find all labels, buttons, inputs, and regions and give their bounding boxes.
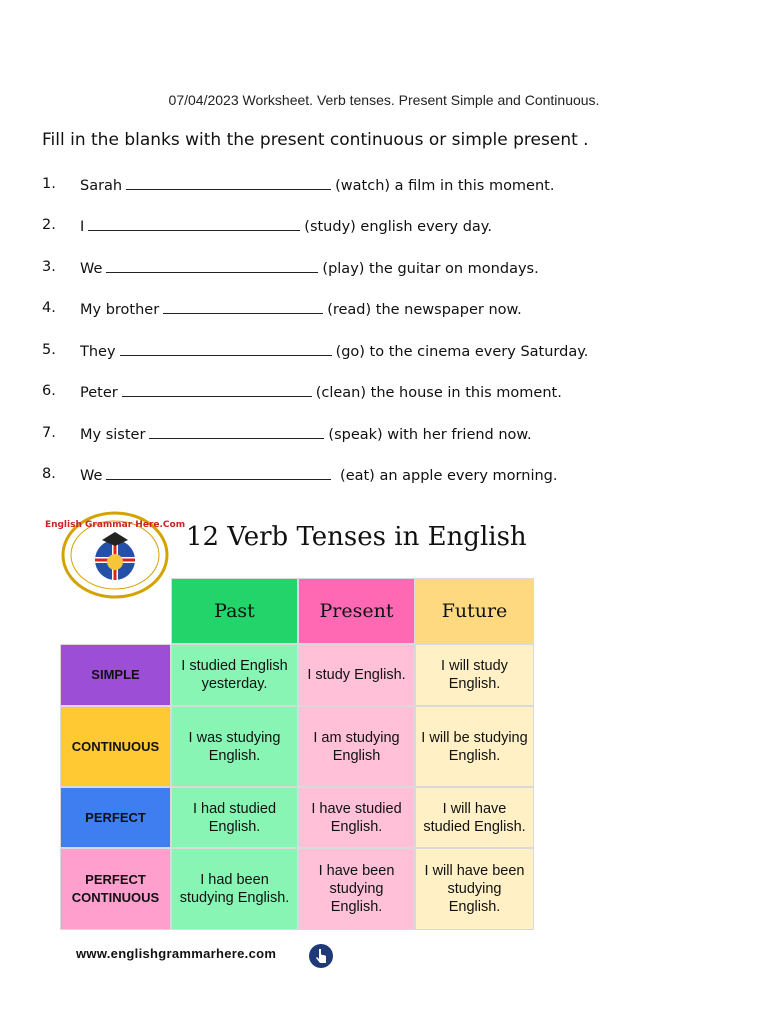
column-header: Future [415,578,534,644]
tense-example-cell: I was studying English. [171,706,298,787]
exercise-sentence [80,176,554,194]
row-header: PERFECT CONTINUOUS [60,848,171,930]
exercise-sentence [80,425,532,443]
exercise-subject: My brother [80,302,160,318]
answer-blank[interactable] [106,466,331,480]
exercise-number: 7. [42,425,56,441]
answer-blank[interactable] [122,383,312,397]
exercise-rest: (play) the guitar on mondays. [322,261,539,277]
exercise-number: 3. [42,259,56,275]
footer-url[interactable]: www.englishgrammarhere.com [76,946,277,961]
instruction-text: Fill in the blanks with the present continuous or simple present . [42,130,589,150]
exercise-item [42,259,662,283]
exercise-subject: I [80,219,85,235]
exercise-item [42,342,662,366]
tense-example-cell: I will have been studying English. [415,848,534,930]
exercise-rest: (eat) an apple every morning. [335,468,558,484]
exercise-sentence [80,466,557,484]
answer-blank[interactable] [149,425,324,439]
exercise-item [42,425,662,449]
tense-example-cell: I studied English yesterday. [171,644,298,706]
exercise-number: 4. [42,300,56,316]
chart-title: 12 Verb Tenses in English [186,522,527,552]
logo-text: English Grammar Here.Com [44,520,186,530]
row-header: PERFECT [60,787,171,848]
exercise-sentence [80,217,492,235]
pointer-hand-icon [308,943,334,969]
exercise-number: 8. [42,466,56,482]
answer-blank[interactable] [88,217,300,231]
exercise-sentence [80,300,522,318]
tense-example-cell: I had studied English. [171,787,298,848]
exercise-subject: My sister [80,427,146,443]
exercise-number: 1. [42,176,56,192]
exercise-subject: Sarah [80,178,123,194]
exercise-rest: (go) to the cinema every Saturday. [335,344,589,360]
verb-tenses-chart [44,508,536,976]
tense-example-cell: I have studied English. [298,787,415,848]
exercise-item [42,217,662,241]
exercise-rest: (watch) a film in this moment. [335,178,555,194]
exercise-rest: (clean) the house in this moment. [315,385,562,401]
answer-blank[interactable] [126,176,331,190]
english-grammar-here-logo [44,510,186,600]
worksheet-header: 07/04/2023 Worksheet. Verb tenses. Present Simple and Continuous. [168,92,600,108]
exercise-number: 5. [42,342,56,358]
answer-blank[interactable] [163,300,323,314]
tense-example-cell: I am studying English [298,706,415,787]
exercise-number: 6. [42,383,56,399]
answer-blank[interactable] [120,342,332,356]
row-header: CONTINUOUS [60,706,171,787]
exercise-sentence [80,383,562,401]
row-header: SIMPLE [60,644,171,706]
column-header: Present [298,578,415,644]
tense-example-cell: I study English. [298,644,415,706]
tense-example-cell: I had been studying English. [171,848,298,930]
answer-blank[interactable] [106,259,318,273]
tense-example-cell: I will have studied English. [415,787,534,848]
tense-example-cell: I will study English. [415,644,534,706]
exercise-subject: We [80,261,103,277]
exercise-item [42,300,662,324]
exercise-item [42,176,662,200]
exercise-item [42,466,662,490]
exercise-rest: (speak) with her friend now. [328,427,532,443]
exercise-item [42,383,662,407]
tense-example-cell: I have been studying English. [298,848,415,930]
tense-example-cell: I will be studying English. [415,706,534,787]
exercise-rest: (read) the newspaper now. [327,302,522,318]
column-header: Past [171,578,298,644]
exercise-subject: They [80,344,116,360]
exercise-rest: (study) english every day. [304,219,492,235]
exercise-subject: We [80,468,103,484]
exercise-subject: Peter [80,385,118,401]
exercise-sentence [80,342,588,360]
exercise-number: 2. [42,217,56,233]
exercise-sentence [80,259,539,277]
